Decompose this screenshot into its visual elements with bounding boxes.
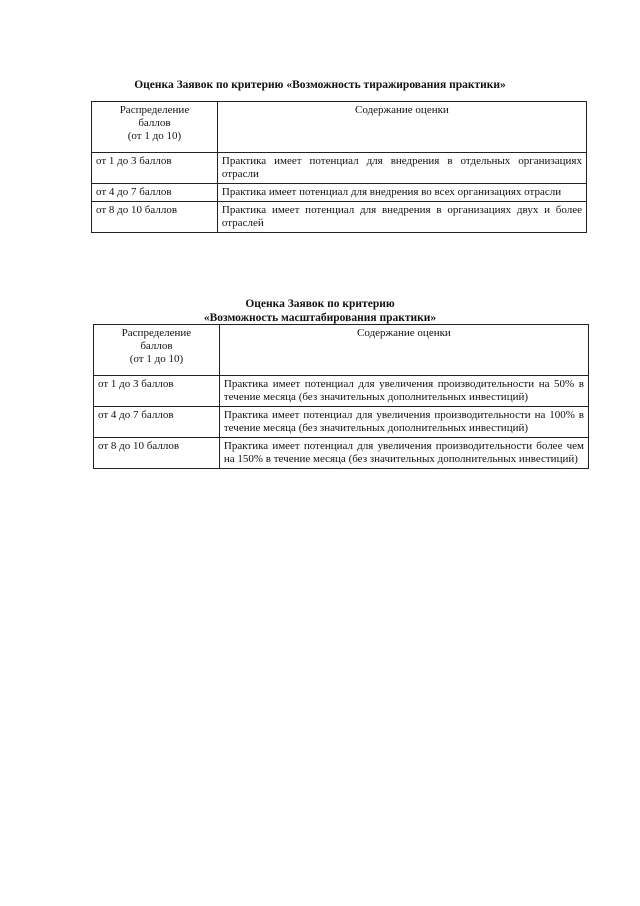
content-cell: Практика имеет потенциал для внедрения во всех организациях отрасли — [217, 184, 586, 202]
score-column-header — [94, 325, 220, 376]
content-cell: Практика имеет потенциал для внедрения в отдельных организациях отрасли — [217, 153, 586, 184]
score-header-line2: баллов — [138, 117, 171, 129]
score-range-cell: от 1 до 3 баллов — [92, 153, 218, 184]
score-column-header — [92, 102, 218, 153]
table-row — [94, 407, 589, 438]
table-row — [92, 184, 587, 202]
scaling-criteria-table — [93, 324, 589, 469]
score-header-line3: (от 1 до 10) — [127, 130, 182, 142]
score-header-line1: Распределение — [121, 327, 192, 339]
content-cell: Практика имеет потенциал для увеличения производительности более чем на 150% в течение месяца (без значительных дополнительных инвестиций) — [219, 438, 588, 469]
section2-title-line1: Оценка Заявок по критерию — [245, 298, 395, 310]
table-header-row — [92, 102, 587, 153]
table-row — [92, 153, 587, 184]
section1-title: Оценка Заявок по критерию «Возможность тиражирования практики» — [134, 79, 506, 91]
content-cell: Практика имеет потенциал для увеличения производительности на 100% в течение месяца (без значительных дополнительных инвестиций) — [219, 407, 588, 438]
score-header-line1: Распределение — [119, 104, 190, 116]
content-column-header: Содержание оценки — [217, 102, 586, 153]
score-range-cell: от 4 до 7 баллов — [92, 184, 218, 202]
score-range-cell: от 8 до 10 баллов — [94, 438, 220, 469]
score-range-cell: от 4 до 7 баллов — [94, 407, 220, 438]
table-row — [94, 438, 589, 469]
table-row — [94, 376, 589, 407]
score-range-cell: от 1 до 3 баллов — [94, 376, 220, 407]
section2-title-line2: «Возможность масштабирования практики» — [203, 312, 437, 324]
score-header-line2: баллов — [140, 340, 173, 352]
table-row — [92, 202, 587, 233]
table-header-row — [94, 325, 589, 376]
content-cell: Практика имеет потенциал для увеличения производительности на 50% в течение месяца (без значительных дополнительных инвестиций) — [219, 376, 588, 407]
replication-criteria-table — [91, 101, 587, 233]
content-cell: Практика имеет потенциал для внедрения в организациях двух и более отраслей — [217, 202, 586, 233]
score-header-line3: (от 1 до 10) — [129, 353, 184, 365]
score-range-cell: от 8 до 10 баллов — [92, 202, 218, 233]
content-column-header: Содержание оценки — [219, 325, 588, 376]
